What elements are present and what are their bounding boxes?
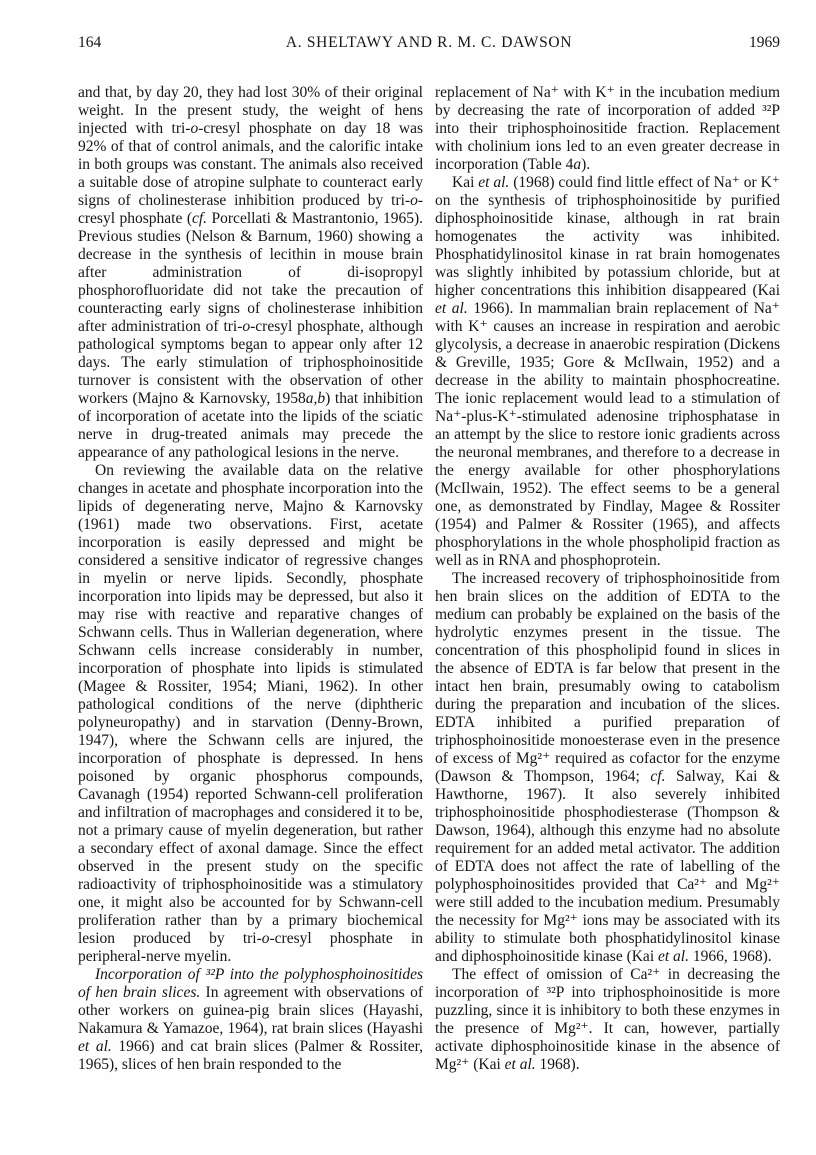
italic-text-run: o (261, 930, 270, 947)
paragraph (435, 966, 780, 1074)
italic-text-run: o (410, 192, 418, 209)
paragraph (435, 84, 780, 174)
paragraph (78, 84, 423, 462)
article-body (78, 84, 780, 1074)
page-header (78, 34, 780, 54)
text-run: ). (581, 156, 591, 173)
text-run: ) that inhibition of incorporation of acetate into the lipids of the sciatic nerve in drug-treated animals may precede the appearance of any pathological lesions in the nerve. (78, 390, 424, 461)
italic-text-run: o (190, 120, 199, 137)
italic-text-run: a,b (305, 390, 326, 407)
column-right (435, 84, 780, 1074)
text-run: Porcellati & Mastrantonio, 1965). Previous studies (Nelson & Barnum, 1960) showing a decrease in the synthesis of lecithin in mouse brain after administration of di-isopropyl phosphorofluoridate did not take the precaution of counteracting early signs of cholinesterase inhibition after administration of tri- (78, 210, 423, 335)
italic-text-run: cf. (650, 768, 666, 785)
paragraph (78, 966, 423, 1074)
text-run: In agreement with observations of other workers on guinea-pig brain slices (Hayashi, Nakamura & Yamazoe, 1964), rat brain slices (Hayashi (78, 984, 423, 1037)
text-run: Salway, Kai & Hawthorne, 1967). It also severely inhibited triphosphoinositide phosphodiesterase (Thompson & Dawson, 1964), although this enzyme had no absolute requirement for an added metal activator. The addition of EDTA does not affect the rate of labelling of the polyphosphoinositides provided that Ca²⁺ and Mg²⁺ were still added to the incubation medium. Presumably the necessity for Mg²⁺ ions may be associated with its ability to stimulate both phosphatidylinositol kinase and diphosphoinositide kinase (Kai (435, 768, 781, 965)
page-year: 1969 (749, 34, 780, 51)
text-run: -cresyl phosphate on day 18 was 92% of that of control animals, and the calorific intake in both groups was constant. The animals also received a suitable dose of atropine sulphate to counteract early signs of cholinesterase inhibition produced by tri- (78, 120, 423, 209)
italic-text-run: et al. (78, 1038, 112, 1055)
italic-text-run: o (242, 318, 251, 335)
italic-text-run: cf. (191, 210, 208, 227)
italic-text-run: et al. (504, 1056, 536, 1073)
paragraph (435, 174, 780, 570)
text-run: Kai (452, 174, 479, 191)
text-run: 1968). (535, 1056, 580, 1073)
italic-text-run: et al. (435, 300, 468, 317)
text-run: 1966) and cat brain slices (Palmer & Rossiter, 1965), slices of hen brain responded to the (78, 1038, 423, 1073)
text-run: 1966, 1968). (689, 948, 772, 965)
text-run: 1966). In mammalian brain replacement of Na⁺ with K⁺ causes an increase in respiration and aerobic glycolysis, a decrease in anaerobic respiration (Dickens & Greville, 1935; Gore & McIlwain, 1952) and a decrease in the ability to maintain phosphocreatine. The ionic replacement would lead to a stimulation of Na⁺-plus-K⁺-stimulated adenosine triphosphatase in an attempt by the slice to restore ionic gradients across the neuronal membranes, and therefore to a decrease in the energy available for other phosphorylations (McIlwain, 1952). The effect seems to be a general one, as demonstrated by Findlay, Magee & Rossiter (1954) and Palmer & Rossiter (1965), and affects phosphorylations in the whole phospholipid fraction as well as in RNA and phosphoprotein. (435, 300, 780, 569)
italic-text-run: et al. (658, 948, 689, 965)
italic-text-run: a (573, 156, 582, 173)
text-run: On reviewing the available data on the relative changes in acetate and phosphate incorporation into the lipids of degenerating nerve, Majno & Karnovsky (1961) made two observations. First, acetate incorporation is easily depressed and might be considered a sensitive indicator of regressive changes in myelin or nerve lipids. Secondly, phosphate incorporation into lipids may be depressed, but also it may rise with reactive and reparative changes of Schwann cells. Thus in Wallerian degeneration, where Schwann cells increase considerably in number, incorporation of phosphate into lipids is stimulated (Magee & Rossiter, 1954; Miani, 1962). In other pathological conditions of the nerve (diphtheric polyneuropathy) and in starvation (Denny-Brown, 1947), where the Schwann cells are injured, the incorporation of phosphate is depressed. In hens poisoned by organic phosphorus compounds, Cavanagh (1954) reported Schwann-cell proliferation and infiltration of macrophages and considered it to be, not a primary cause of myelin degeneration, but rather a secondary effect of axonal damage. Since the effect observed in the present study on the specific radioactivity of triphosphoinositide was a stimulatory one, it might also be accounted for by Schwann-cell proliferation rather than by a primary biochemical lesion produced by tri- (78, 462, 423, 947)
paragraph (78, 462, 423, 966)
text-run: The increased recovery of triphosphoinositide from hen brain slices on the addition of EDTA to the medium can probably be explained on the basis of the hydrolytic enzymes present in the tissue. The concentration of this phospholipid found in slices in the absence of EDTA is far below that present in the intact hen brain, presumably owing to catabolism during the preparation and incubation of the slices. EDTA inhibited a purified preparation of triphosphoinositide monoesterase even in the presence of excess of Mg²⁺ required as cofactor for the enzyme (Dawson & Thompson, 1964; (435, 570, 780, 785)
text-run: -cresyl phosphate ( (78, 192, 423, 227)
italic-text-run: et al. (478, 174, 510, 191)
page-number: 164 (78, 34, 102, 51)
text-run: (1968) could find little effect of Na⁺ or K⁺ on the synthesis of triphosphoinositide by purified diphosphoinositide kinase, although in rat brain homogenates the activity was inhibited. Phosphatidylinositol kinase in rat brain homogenates was slightly inhibited by potassium chloride, but at higher concentrations this inhibition disappeared (Kai (435, 174, 780, 299)
text-run: -cresyl phosphate, although pathological symptoms began to appear only after 12 days. The early stimulation of triphosphoinositide turnover is consistent with the observation of other workers (Majno & Karnovsky, 1958 (78, 318, 423, 407)
text-run: The effect of omission of Ca²⁺ in decreasing the incorporation of ³²P into triphosphoinositide is more puzzling, since it is inhibitory to both these enzymes in the presence of Mg²⁺. It can, however, partially activate diphosphoinositide kinase in the absence of Mg²⁺ (Kai (435, 966, 780, 1073)
column-left (78, 84, 423, 1074)
paragraph (435, 570, 780, 966)
italic-text-run: Incorporation of ³²P into the polyphosphoinositides of hen brain slices. (78, 966, 423, 1001)
text-run: and that, by day 20, they had lost 30% of their original weight. In the present study, the weight of hens injected with tri- (78, 84, 423, 137)
text-run: replacement of Na⁺ with K⁺ in the incubation medium by decreasing the rate of incorporation of added ³²P into their triphosphoinositide fraction. Replacement with cholinium ions led to an even greater decrease in incorporation (Table 4 (435, 84, 780, 173)
text-run: -cresyl phosphate in peripheral-nerve myelin. (78, 930, 424, 965)
running-title: A. SHELTAWY AND R. M. C. DAWSON (285, 34, 573, 51)
